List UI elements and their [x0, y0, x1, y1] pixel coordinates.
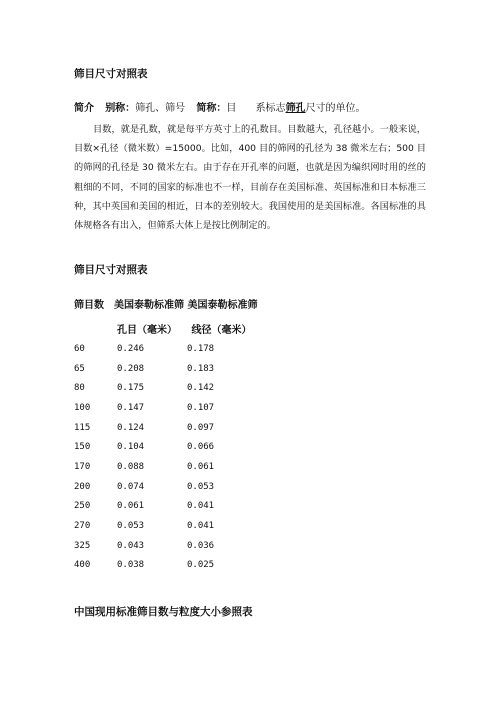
- wire-diameter-cell: 0.178: [187, 343, 215, 354]
- alias-label: 别称：: [105, 103, 136, 114]
- mesh-size-table: [74, 339, 214, 575]
- aperture-cell: 0.088: [117, 461, 145, 472]
- wire-diameter-cell: 0.066: [187, 442, 215, 453]
- aperture-cell: 0.147: [117, 402, 145, 413]
- wire-diameter-cell: 0.142: [187, 383, 215, 394]
- table-row: [74, 339, 214, 359]
- table-row: [74, 497, 214, 517]
- table-row: [74, 556, 214, 576]
- mesh-count-cell: 325: [74, 540, 91, 551]
- table-row: [74, 398, 214, 418]
- mesh-count-cell: 170: [74, 461, 91, 472]
- table-header-row1: 筛目数 美国泰勒标准筛 美国泰勒标准筛: [74, 300, 258, 311]
- aperture-cell: 0.175: [117, 383, 145, 394]
- short-name-label: 简称：: [196, 103, 227, 114]
- wire-diameter-cell: 0.041: [187, 521, 215, 532]
- table-row: [74, 457, 214, 477]
- aperture-cell: 0.043: [117, 540, 145, 551]
- wire-diameter-cell: 0.183: [187, 363, 215, 374]
- alias-value: 筛孔、筛号: [135, 103, 186, 114]
- aperture-cell: 0.208: [117, 363, 145, 374]
- header-wire-diameter: 线径（毫米）: [191, 325, 252, 336]
- table-row: [74, 359, 214, 379]
- next-section-title: 中国现用标准筛目数与粒度大小参照表: [74, 606, 253, 618]
- mesh-count-cell: 60: [74, 343, 85, 354]
- mesh-count-cell: 200: [74, 481, 91, 492]
- short-name-value: 目: [226, 103, 237, 114]
- wire-diameter-cell: 0.097: [187, 422, 215, 433]
- wire-diameter-cell: 0.107: [187, 402, 215, 413]
- wire-diameter-cell: 0.041: [187, 501, 215, 512]
- unit-text-pre: 系标志: [255, 103, 286, 114]
- aperture-cell: 0.104: [117, 442, 145, 453]
- document-title: 筛目尺寸对照表: [74, 68, 148, 80]
- table-header-row2: [117, 321, 251, 336]
- intro-line: [74, 99, 366, 114]
- mesh-count-cell: 270: [74, 521, 91, 532]
- sieve-hole-link[interactable]: 筛孔: [285, 103, 306, 114]
- section-title: 筛目尺寸对照表: [74, 264, 148, 276]
- wire-diameter-cell: 0.036: [187, 540, 215, 551]
- unit-text-post: 尺寸的单位。: [305, 103, 366, 114]
- header-aperture: 孔目（毫米）: [117, 325, 177, 336]
- aperture-cell: 0.124: [117, 422, 145, 433]
- mesh-count-cell: 65: [74, 363, 85, 374]
- table-row: [74, 516, 214, 536]
- wire-diameter-cell: 0.061: [187, 461, 215, 472]
- intro-label: 简介: [74, 103, 94, 114]
- table-row: [74, 536, 214, 556]
- table-row: [74, 418, 214, 438]
- wire-diameter-cell: 0.053: [187, 481, 215, 492]
- aperture-cell: 0.053: [117, 521, 145, 532]
- aperture-cell: 0.074: [117, 481, 145, 492]
- table-row: [74, 378, 214, 398]
- aperture-cell: 0.061: [117, 501, 145, 512]
- wire-diameter-cell: 0.025: [187, 560, 215, 571]
- table-row: [74, 477, 214, 497]
- table-row: [74, 437, 214, 457]
- mesh-count-cell: 100: [74, 402, 91, 413]
- mesh-count-cell: 250: [74, 501, 91, 512]
- mesh-count-cell: 115: [74, 422, 91, 433]
- mesh-count-cell: 150: [74, 442, 91, 453]
- mesh-count-cell: 80: [74, 383, 85, 394]
- intro-paragraph: 目数，就是孔数，就是每平方英寸上的孔数目。目数越大，孔径越小。一般来说，目数×孔径（微米数）=15000。比如，400 目的筛网的孔径为 38 微米左右；500 目的筛网的孔径是 30 微米左右。由于存在开孔率的问题，也就是因为编织网时用的丝的粗细的不同，不同的国家的标准也不一样，目前存在美国标准、英国标准和日本标准三种，其中英国和美国的相近，日本的差别较大。我国使用的是美国标准。各国标准的具体规格各有出入，但筛系大体上是按比例制定的。: [74, 124, 426, 232]
- aperture-cell: 0.038: [117, 560, 145, 571]
- aperture-cell: 0.246: [117, 343, 145, 354]
- mesh-count-cell: 400: [74, 560, 91, 571]
